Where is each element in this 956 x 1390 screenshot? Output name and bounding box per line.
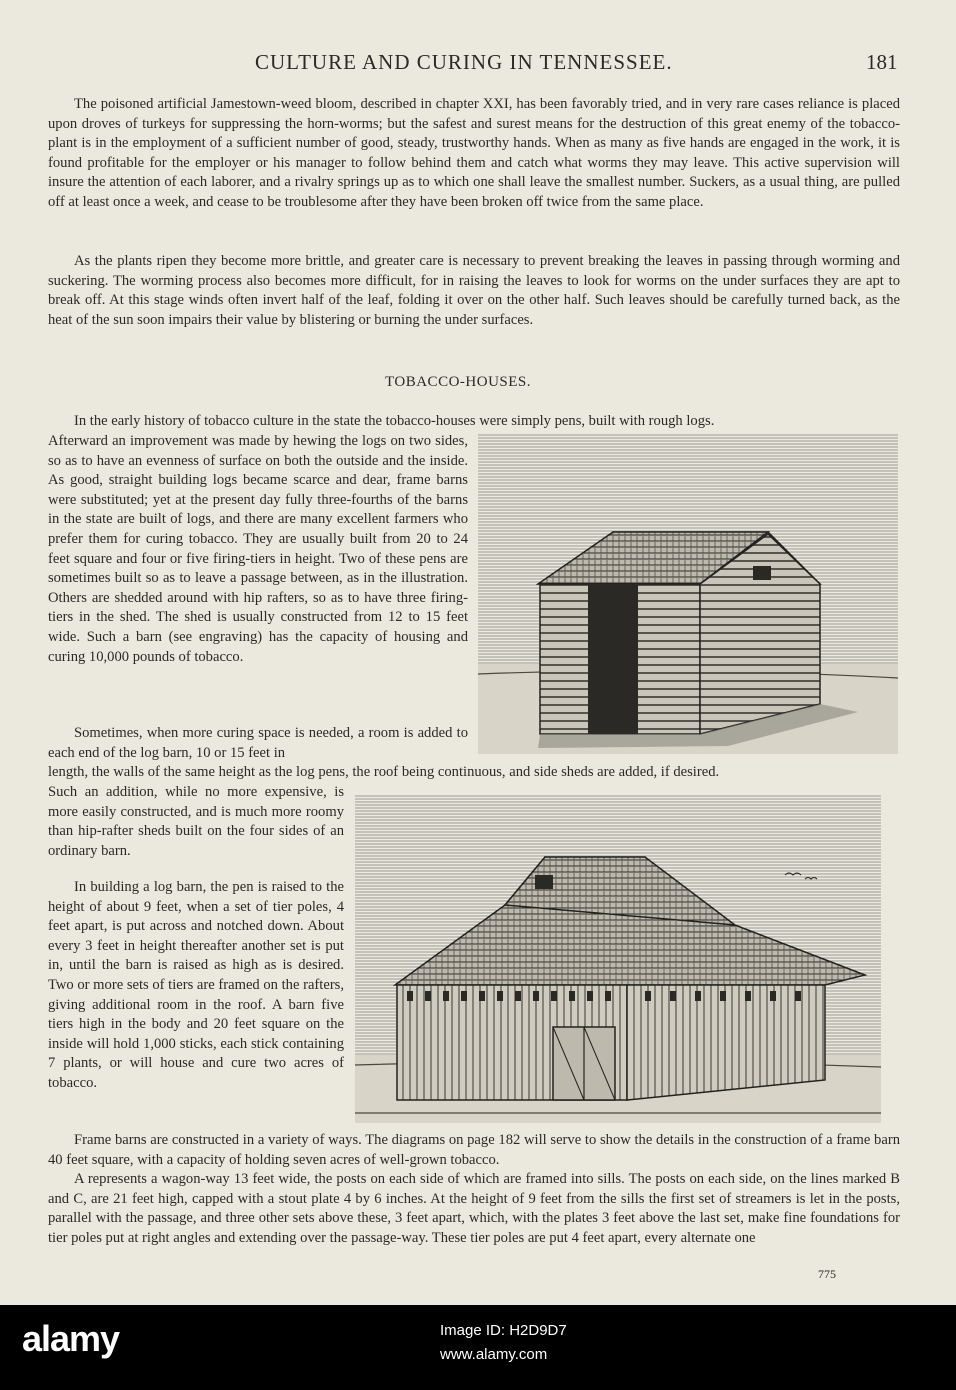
paragraph-additions-full: length, the walls of the same height as the log pens, the roof being continuous, and side sheds are added, if desired.: [48, 764, 720, 780]
paragraph-additions-cont: Such an addition, while no more expensive, is more easily constructed, and is much more roomy than hip-rafter sheds built on the four sides of an ordinary barn.: [48, 784, 344, 859]
paragraph-building: In building a log barn, the pen is raised to the height of about 9 feet, when a set of tier poles, 4 feet apart, is put across and notched down. About every 3 feet in height thereafter another set is put in, until the barn is raised as high as is desired. Two or more sets of tiers are framed on the rafters, giving additional room in the roof. A barn five tiers high in the body and 20 feet square on the inside will hold 1,000 sticks, each stick containing 7 plants, or will house and cure two acres of tobacco.: [48, 879, 345, 1091]
paragraph-history-intro: In the early history of tobacco culture in the state the tobacco-houses were simply pens, built with rough logs.: [74, 413, 715, 429]
paragraph-frame-barns: Frame barns are constructed in a variety of ways. The diagrams on page 182 will serve to show the details in the construction of a frame barn 40 feet square, with a capacity of holding seven acres of well-grown tobacco.: [48, 1132, 900, 1168]
image-id-label: Image ID: H2D9D7: [440, 1322, 567, 1339]
paragraph-history-column: Afterward an improvement was made by hewing the logs on two sides, so as to have an evenness of surface on both the outside and the inside. As good, straight building logs became scarce and dear, frame barns were substituted; yet at the present day fully three-fourths of the barns in the state are built of logs, and there are many excellent farmers who prefer them for curing tobacco. They are usually built from 20 to 24 feet square and four or five firing-tiers in height. Two of these pens are sometimes built so as to leave a passage between, as in the illustration. Others are shedded around with hip rafters, so as to have three firing-tiers in the shed. The shed is usually constructed from 12 to 15 feet wide. Such a barn (see engraving) has the capacity of housing and curing 10,000 pounds of tobacco.: [48, 433, 468, 665]
paragraph-wagon-way: A represents a wagon-way 13 feet wide, the posts on each side of which are framed into sills. The posts on each side, on the lines marked B and C, are 21 feet high, capped with a stout plate 4 by 6 inches. At the height of 9 feet from the sills the first set of streamers is let in the posts, parallel with the passage, and three other sets above these, 3 feet apart, which, with the plates 3 feet above the last set, make fine foundations for tier poles put at right angles and extending over the passage-way. These tier poles are put 4 feet apart, every alternate one: [48, 1171, 900, 1246]
running-head: CULTURE AND CURING IN TENNESSEE.: [255, 50, 673, 74]
page-number: 181: [866, 50, 898, 74]
signature-mark: 775: [818, 1267, 836, 1281]
paragraph-additions-column: Sometimes, when more curing space is needed, a room is added to each end of the log barn, 10 or 15 feet in: [48, 725, 468, 761]
paragraph-ripening: As the plants ripen they become more brittle, and greater care is necessary to prevent breaking the leaves in passing through worming and suckering. The worming process also becomes more difficult, for in raising the leaves to look for worms on the under surfaces they are apt to break off. At this stage winds often invert half of the leaf, folding it over on the other half. Such leaves should be carefully turned back, as the heat of the sun soon impairs their value by blistering or burning the under surfaces.: [48, 253, 900, 328]
section-heading: TOBACCO-HOUSES.: [385, 374, 531, 390]
alamy-logo: alamy: [22, 1318, 120, 1359]
frame-barn-engraving: [355, 795, 881, 1123]
site-url-label: www.alamy.com: [440, 1346, 548, 1363]
log-barn-engraving: [478, 434, 898, 754]
paragraph-worming: The poisoned artificial Jamestown-weed bloom, described in chapter XXI, has been favorably tried, and in very rare cases reliance is placed upon droves of turkeys for suppressing the horn-worms; but the safest and surest means for the destruction of this great enemy of the tobacco-plant is in the employment of a sufficient number of good, steady, trustworthy hands. When as many as five hands are engaged in the work, it is found profitable for the employer or his manager to follow behind them and catch what worms they may leave. This active supervision will insure the attention of each laborer, and a rivalry springs up as to which one shall leave the smallest number. Suckers, as a usual thing, are pulled off at least once a week, and cease to be troublesome after they have been broken off twice from the same place.: [48, 96, 900, 210]
